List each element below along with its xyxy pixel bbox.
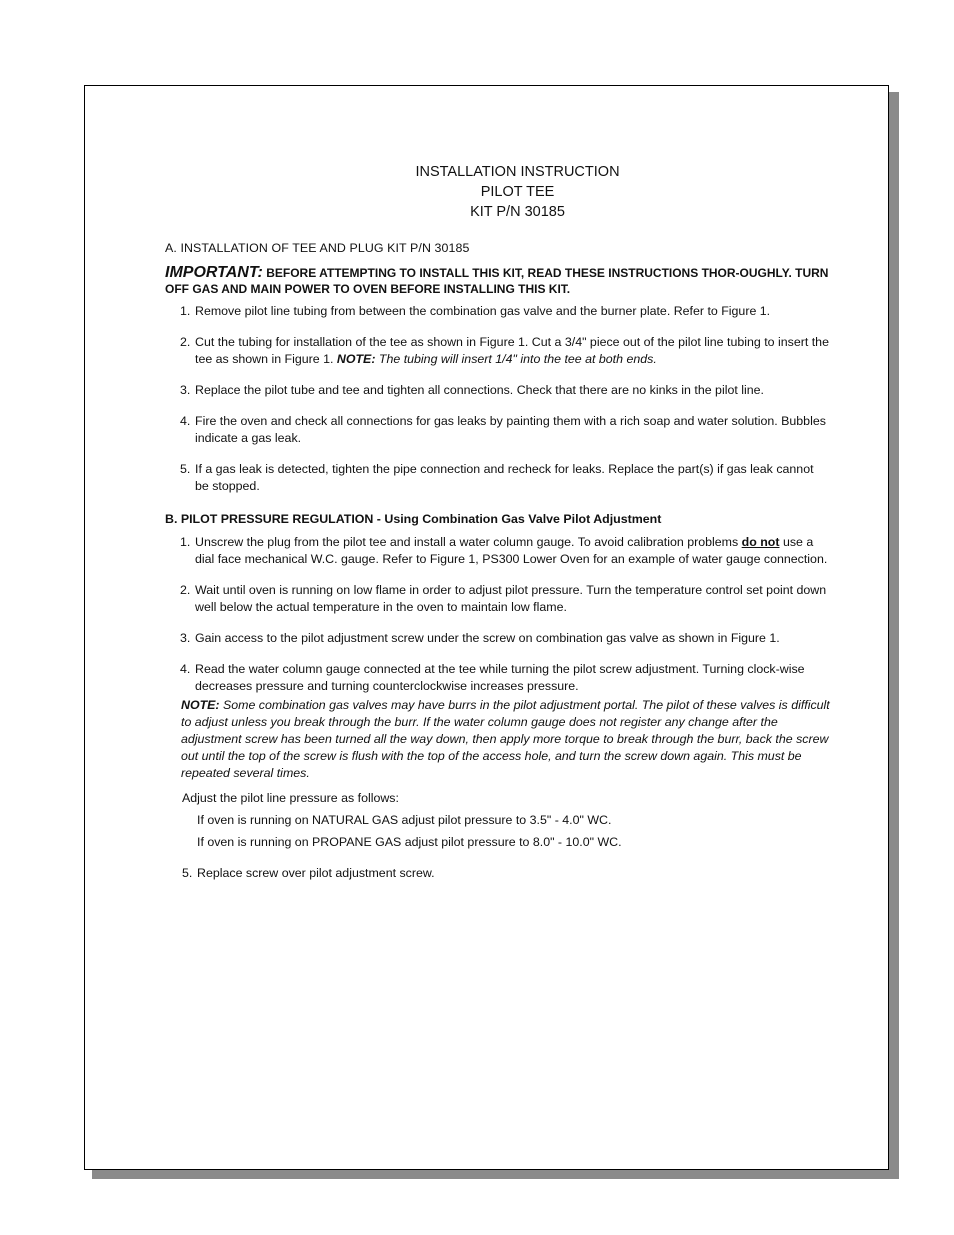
list-item	[165, 661, 830, 695]
important-text: BEFORE ATTEMPTING TO INSTALL THIS KIT, READ THESE INSTRUCTIONS THOR-OUGHLY. TURN OFF GAS AND MAIN POWER TO OVEN BEFORE INSTALLING THIS KIT.	[165, 266, 829, 296]
underlined-warning: do not	[741, 535, 780, 549]
item-number: 2.	[180, 583, 191, 597]
title-line-1: INSTALLATION INSTRUCTION	[415, 164, 620, 180]
document-page	[84, 85, 889, 1170]
item-number: 4.	[180, 414, 191, 428]
document-content	[165, 162, 830, 882]
note-lead: NOTE:	[336, 352, 376, 366]
item-number: 3.	[180, 383, 191, 397]
item-text: If a gas leak is detected, tighten the pipe connection and recheck for leaks. Replace the part(s) if gas leak cannot be stopped.	[195, 462, 814, 493]
propane-gas-setting: If oven is running on PROPANE GAS adjust pilot pressure to 8.0" - 10.0" WC.	[197, 835, 622, 849]
item-text: Wait until oven is running on low flame in order to adjust pilot pressure. Turn the temperature control set point down well below the actual temperature in the oven to maintain low flame.	[195, 583, 827, 614]
title-line-3: KIT P/N 30185	[470, 204, 565, 220]
item-text: Unscrew the plug from the pilot tee and install a water column gauge. To avoid calibration problems	[195, 535, 739, 549]
item-number: 1.	[180, 304, 191, 318]
list-item	[165, 303, 830, 320]
item-number: 3.	[180, 631, 191, 645]
item-text: Replace screw over pilot adjustment screw.	[197, 866, 435, 880]
section-a-heading: A. INSTALLATION OF TEE AND PLUG KIT P/N 30185	[165, 241, 470, 255]
item-number: 1.	[180, 535, 191, 549]
section-b-list-cont	[165, 865, 830, 882]
item-text: Replace the pilot tube and tee and tighten all connections. Check that there are no kinks in the pilot line.	[195, 383, 764, 397]
item-text: Read the water column gauge connected at the tee while turning the pilot screw adjustment. Turning clock-wise decreases pressure and turning counterclockwise increases pressure.	[195, 662, 805, 693]
title-line-2: PILOT TEE	[480, 184, 555, 200]
list-item	[165, 582, 830, 616]
list-item	[165, 334, 830, 368]
list-item	[165, 865, 830, 882]
note-lead: NOTE:	[181, 698, 220, 712]
adjust-intro: Adjust the pilot line pressure as follows:	[182, 791, 399, 805]
note-text: Some combination gas valves may have burrs in the pilot adjustment portal. The pilot of these valves is difficult to adjust unless you break through the burr. If the water column gauge does not register any change after the adjustment screw has been turned all the way down, then apply more torque to break through the burr, back the screw out until the top of the screw is flush with the top of the access hole, and turn the screw down again. This must be repeated several times.	[181, 698, 830, 780]
list-item	[165, 382, 830, 399]
important-lead: IMPORTANT:	[165, 264, 263, 281]
section-b-heading: B. PILOT PRESSURE REGULATION - Using Combination Gas Valve Pilot Adjustment	[165, 512, 662, 526]
item-text: Gain access to the pilot adjustment screw under the screw on combination gas valve as shown in Figure 1.	[195, 631, 780, 645]
list-item	[165, 534, 830, 568]
list-item	[165, 413, 830, 447]
item-number: 2.	[180, 335, 191, 349]
note-text: The tubing will insert 1/4" into the tee at both ends.	[378, 352, 657, 366]
item-text: Remove pilot line tubing from between the combination gas valve and the burner plate. Refer to Figure 1.	[195, 304, 771, 318]
list-item	[165, 630, 830, 647]
section-b-list	[165, 534, 830, 695]
item-text: Fire the oven and check all connections for gas leaks by painting them with a rich soap and water solution. Bubbles indicate a gas leak.	[195, 414, 826, 445]
important-notice	[165, 265, 830, 297]
pilot-note	[165, 697, 830, 782]
item-number: 5.	[180, 462, 191, 476]
list-item	[165, 461, 830, 495]
natural-gas-setting: If oven is running on NATURAL GAS adjust pilot pressure to 3.5" - 4.0" WC.	[197, 813, 612, 827]
item-number: 4.	[180, 662, 191, 676]
title-block	[205, 162, 830, 222]
item-text: use a dial face mechanical W.C. gauge. Refer to Figure 1, PS300 Lower Oven for an example of water gauge connection.	[195, 535, 828, 566]
item-text: Cut the tubing for installation of the tee as shown in Figure 1. Cut a 3/4" piece out of the pilot line tubing to insert the tee as shown in Figure 1.	[195, 335, 829, 366]
item-number: 5.	[182, 866, 193, 880]
section-a-list	[165, 303, 830, 495]
